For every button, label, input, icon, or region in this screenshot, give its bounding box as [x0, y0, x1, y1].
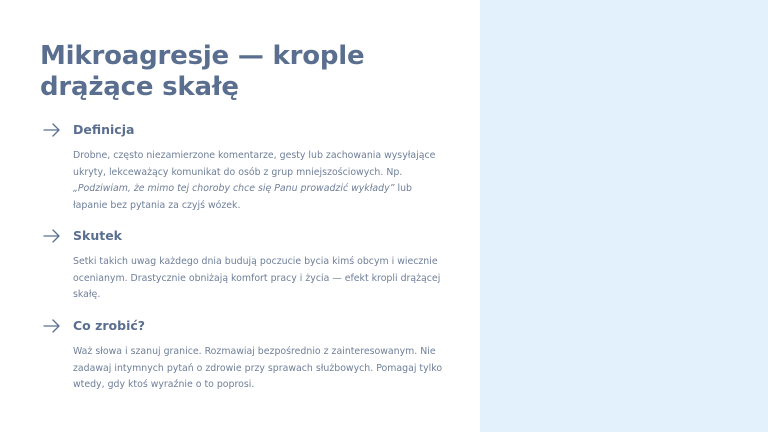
arrow-right-icon	[43, 318, 61, 334]
section-body	[73, 148, 448, 214]
slide-title: Mikroagresje — krople drążące skałę	[40, 41, 365, 102]
decorative-side-panel	[480, 0, 768, 432]
section-effect	[40, 228, 450, 304]
section-body: Setki takich uwag każdego dnia budują poczucie bycia kimś obcym i wiecznie ocenianym. Drastycznie obniżają komfort pracy i życia — efekt kropli drążącej skałę.	[73, 256, 441, 300]
section-what-to-do	[40, 318, 450, 394]
quote-text: „Podziwiam, że mimo tej choroby chce się Panu prowadzić wykłady”	[73, 183, 395, 194]
section-header	[40, 122, 450, 140]
section-body: Waż słowa i szanuj granice. Rozmawiaj bezpośrednio z zainteresowanym. Nie zadawaj intymnych pytań o zdrowie przy sprawach służbowych. Pomagaj tylko wtedy, gdy ktoś wyraźnie o to poprosi.	[73, 346, 443, 390]
section-header	[40, 318, 450, 336]
section-header	[40, 228, 450, 246]
body-text-end: lub łapanie bez pytania za czyjś wózek.	[73, 183, 412, 211]
arrow-right-icon	[43, 122, 61, 138]
section-heading: Skutek	[73, 228, 122, 243]
arrow-right-icon	[43, 228, 61, 244]
section-heading: Definicja	[73, 122, 135, 137]
body-text: Drobne, często niezamierzone komentarze, gesty lub zachowania wysyłające ukryty, lekceważący komunikat do osób z grup mniejszościowych. Np.	[73, 150, 436, 178]
section-definition	[40, 122, 450, 214]
section-heading: Co zrobić?	[73, 318, 146, 333]
